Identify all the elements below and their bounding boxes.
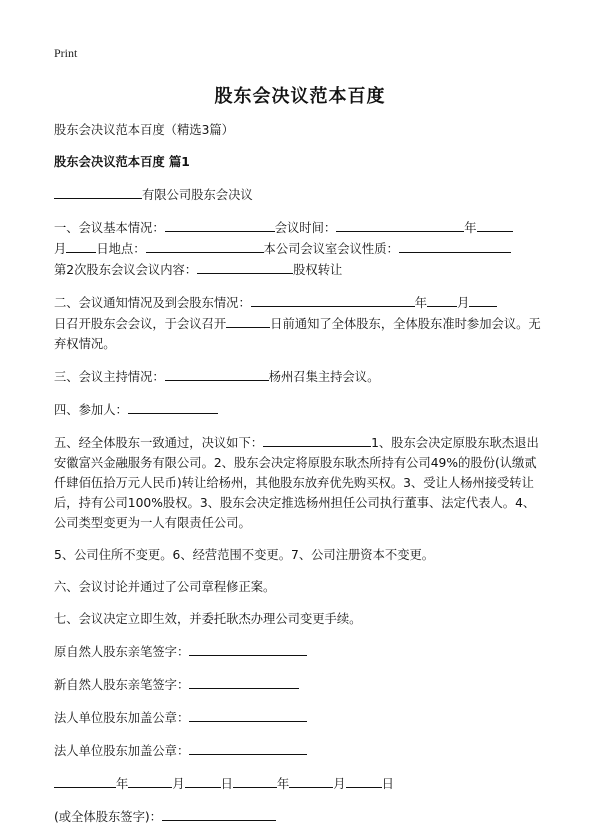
paragraph-meeting-info: [54, 217, 546, 280]
blank-field[interactable]: [165, 366, 269, 381]
text: 月: [54, 242, 67, 256]
signature-field[interactable]: [189, 641, 307, 656]
signature-line: [54, 740, 546, 761]
paragraph-effective: 七、会议决定立即生效，并委托耿杰办理公司变更手续。: [54, 612, 362, 626]
paragraph-articles: 六、会议讨论并通过了公司章程修正案。: [54, 580, 276, 594]
blank-field[interactable]: [197, 259, 293, 274]
text: 日: [381, 777, 394, 791]
text: 四、参加人：: [54, 403, 128, 417]
blank-field[interactable]: [146, 238, 264, 253]
blank-field[interactable]: [128, 773, 172, 788]
text: 二、会议通知情况及到会股东情况：: [54, 296, 251, 310]
blank-field[interactable]: [226, 313, 270, 328]
text: 一、会议基本情况：: [54, 221, 165, 235]
text: 年: [414, 296, 428, 310]
text: 原自然人股东亲笔签字：: [54, 645, 190, 659]
text: 新自然人股东亲笔签字：: [54, 678, 190, 692]
blank-field[interactable]: [399, 238, 511, 253]
print-link[interactable]: Print: [54, 46, 78, 60]
paragraph-resolutions: [54, 432, 546, 533]
blank-field[interactable]: [54, 184, 142, 199]
text: 日地点：: [96, 242, 146, 256]
blank-field[interactable]: [336, 217, 464, 232]
blank-field[interactable]: [346, 773, 382, 788]
seal-field[interactable]: [189, 740, 307, 755]
text: 五、经全体股东一致通过，决议如下：: [54, 436, 264, 450]
date-row: [54, 773, 546, 794]
text: 股权转让: [293, 263, 343, 277]
text: 会议时间：: [274, 221, 337, 235]
text: 法人单位股东加盖公章：: [54, 711, 190, 725]
text: 年: [116, 777, 129, 791]
text: 第2次股东会议会议内容：: [54, 263, 198, 277]
blank-field[interactable]: [263, 432, 371, 447]
signature-line: [54, 674, 546, 695]
blank-field[interactable]: [54, 773, 116, 788]
all-shareholders-sign: [54, 806, 546, 827]
text: 日: [220, 777, 233, 791]
text: 年: [276, 777, 290, 791]
document-body: [54, 120, 546, 827]
blank-field[interactable]: [66, 238, 96, 253]
text: 1、股东会决定原股东耿杰退出安徽富兴金融服务有限公司。2、股东会决定将原股东耿杰所持有公司49%的股份(认缴贰仟肆佰伍拾万元人民币)转让给杨州，其他股东放弃优先购买权。3、受让人杨州接受转让后，持有公司100%股权。3、股东会决定推选杨州担任公司执行董事、法定代表人。4、公司类型变更为一人有限责任公司。: [54, 436, 539, 530]
blank-field[interactable]: [251, 292, 415, 307]
text: 年: [464, 221, 477, 235]
text: 月: [457, 296, 470, 310]
signature-field[interactable]: [189, 674, 299, 689]
subtitle: 股东会决议范本百度（精选3篇）: [54, 123, 234, 137]
paragraph-notice: [54, 292, 546, 354]
section-heading: 股东会决议范本百度 篇1: [54, 155, 190, 169]
paragraph-attendees: [54, 399, 546, 420]
text: (或全体股东签字)：: [54, 810, 162, 824]
signature-line: [54, 707, 546, 728]
blank-field[interactable]: [477, 217, 513, 232]
blank-field[interactable]: [427, 292, 457, 307]
seal-field[interactable]: [189, 707, 307, 722]
blank-field[interactable]: [233, 773, 277, 788]
text: 日前通知了全体股东，全体股东准时参加会议。无弃权情况。: [54, 317, 541, 351]
text: 三、会议主持情况：: [54, 370, 165, 384]
text: 杨州召集主持会议。: [268, 370, 380, 384]
signature-line: [54, 641, 546, 662]
text: 日召开股东会会议，于会议召开: [54, 317, 227, 331]
text: 月: [333, 777, 346, 791]
blank-field[interactable]: [128, 399, 218, 414]
page-title: 股东会决议范本百度: [214, 86, 386, 107]
blank-field[interactable]: [185, 773, 221, 788]
text: 法人单位股东加盖公章：: [54, 744, 190, 758]
company-line: [54, 184, 546, 205]
text: 月: [172, 777, 185, 791]
paragraph-host: [54, 366, 546, 387]
text: 本公司会议室会议性质：: [263, 242, 399, 256]
blank-field[interactable]: [469, 292, 497, 307]
paragraph-unchanged: 5、公司住所不变更。6、经营范围不变更。7、公司注册资本不变更。: [54, 548, 435, 562]
company-line-text: 有限公司股东会决议: [142, 188, 253, 202]
blank-field[interactable]: [289, 773, 333, 788]
signature-field[interactable]: [162, 806, 276, 821]
blank-field[interactable]: [165, 217, 275, 232]
